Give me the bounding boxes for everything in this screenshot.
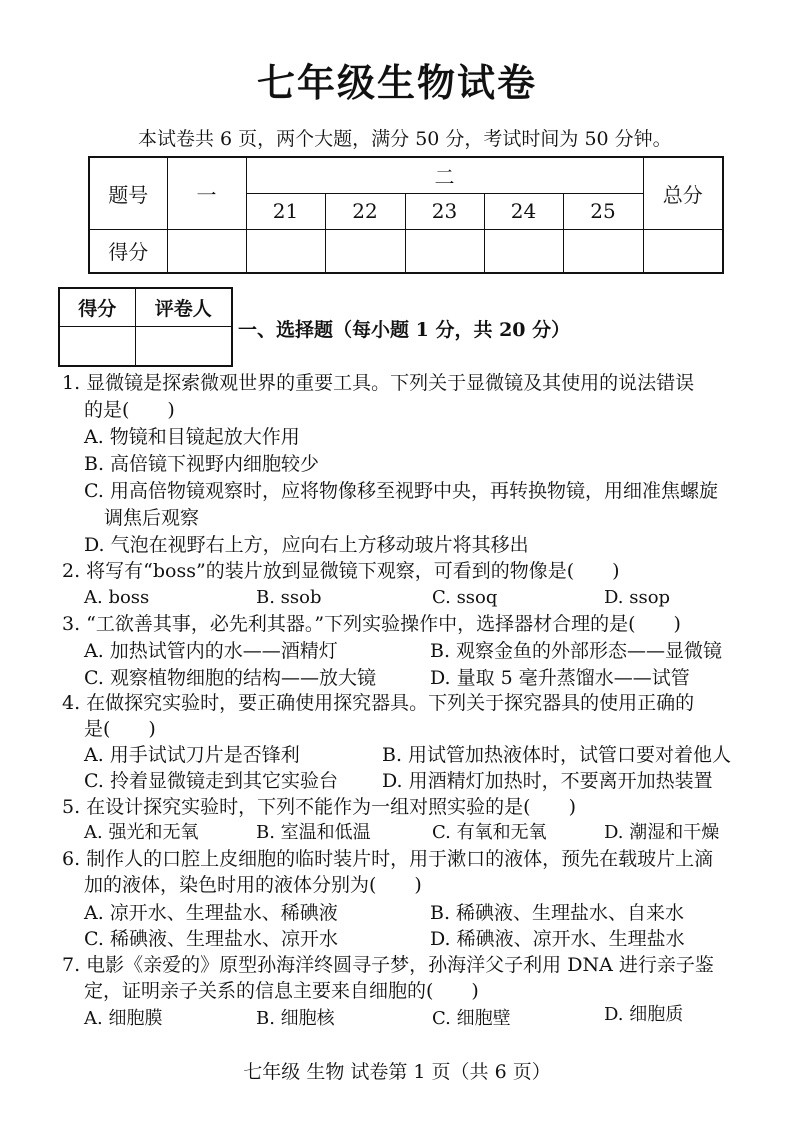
question-3-option-d: D. 量取 5 毫升蒸馏水——试管 [430,667,690,689]
score-table-section-one: 一 [167,157,246,229]
score-cell [643,229,723,273]
score-table-section-two: 二 [246,157,643,193]
score-cell [484,229,563,273]
question-7-option-b: B. 细胞核 [256,1008,335,1029]
question-5-option-b: B. 室温和低温 [256,822,371,843]
question-5-option-d: D. 潮湿和干燥 [604,822,720,843]
question-4-option-d: D. 用酒精灯加热时，不要离开加热装置 [382,770,713,792]
question-3-option-a: A. 加热试管内的水——酒精灯 [84,640,338,662]
question-1-option-b: B. 高倍镜下视野内细胞较少 [84,453,320,475]
question-7-option-c: C. 细胞壁 [432,1008,511,1029]
question-6-line-2: 加的液体，染色时用的液体分别为( ) [84,874,422,896]
question-2-line-1: 2. 将写有“boss”的装片放到显微镜下观察，可看到的物像是( ) [62,560,620,582]
score-cell [563,229,643,273]
question-7-line-2: 定，证明亲子关系的信息主要来自细胞的( ) [84,980,479,1002]
score-table-subq: 23 [405,193,484,229]
question-1-option-a: A. 物镜和目镜起放大作用 [84,426,300,448]
question-2-option-a: A. boss [84,587,150,608]
question-4-option-a: A. 用手试试刀片是否锋利 [84,744,300,766]
grader-name-label: 评卷人 [135,288,232,326]
page-footer: 七年级 生物 试卷第 1 页（共 6 页） [243,1061,551,1083]
score-table-total-label: 总分 [643,157,723,229]
question-2-option-c: C. ssoq [432,587,498,608]
question-7-line-1: 7. 电影《亲爱的》原型孙海洋终圆寻子梦，孙海洋父子利用 DNA 进行亲子鉴 [62,954,714,976]
question-1-option-d: D. 气泡在视野右上方，应向右上方移动玻片将其移出 [84,534,529,556]
question-2-option-d: D. ssop [604,587,671,608]
question-5-option-c: C. 有氧和无氧 [432,822,547,843]
section-title: 一、选择题（每小题 1 分，共 20 分） [238,319,571,341]
question-3-option-c: C. 观察植物细胞的结构——放大镜 [84,667,376,689]
question-3-line-1: 3. “工欲善其事，必先利其器。”下列实验操作中，选择器材合理的是( ) [62,613,681,635]
question-4-line-2: 是( ) [84,718,156,740]
question-4-line-1: 4. 在做探究实验时，要正确使用探究器具。下列关于探究器具的使用正确的 [62,692,695,714]
score-table-score-label: 得分 [89,229,167,273]
grader-box [58,287,233,367]
question-7-option-d: D. 细胞质 [604,1004,684,1025]
score-table-subq: 24 [484,193,563,229]
grader-score-label: 得分 [59,288,135,326]
question-4-option-c: C. 拎着显微镜走到其它实验台 [84,770,338,792]
question-5-line-1: 5. 在设计探究实验时，下列不能作为一组对照实验的是( ) [62,796,576,818]
question-7-option-a: A. 细胞膜 [84,1008,163,1029]
grader-score-cell [59,326,135,366]
score-cell [325,229,405,273]
question-5-option-a: A. 强光和无氧 [84,822,199,843]
score-table-question-label: 题号 [89,157,167,229]
question-1-line-1: 1. 显微镜是探索微观世界的重要工具。下列关于显微镜及其使用的说法错误 [62,372,695,394]
score-cell [246,229,325,273]
question-1-option-c-cont: 调焦后观察 [104,507,200,529]
question-2-option-b: B. ssob [256,587,322,608]
exam-intro: 本试卷共 6 页，两个大题，满分 50 分，考试时间为 50 分钟。 [138,128,672,150]
grader-name-cell [135,326,232,366]
question-6-option-a: A. 凉开水、生理盐水、稀碘液 [84,902,338,924]
question-6-option-b: B. 稀碘液、生理盐水、自来水 [430,902,685,924]
exam-title: 七年级生物试卷 [256,60,537,105]
question-1-line-2: 的是( ) [84,399,175,421]
score-table-subq: 25 [563,193,643,229]
question-6-option-d: D. 稀碘液、凉开水、生理盐水 [430,928,685,950]
score-cell [405,229,484,273]
question-6-option-c: C. 稀碘液、生理盐水、凉开水 [84,928,338,950]
question-4-option-b: B. 用试管加热液体时，试管口要对着他人 [382,744,732,766]
question-1-option-c: C. 用高倍物镜观察时，应将物像移至视野中央，再转换物镜，用细准焦螺旋 [84,480,718,502]
question-6-line-1: 6. 制作人的口腔上皮细胞的临时装片时，用于漱口的液体，预先在载玻片上滴 [62,848,714,870]
score-table-subq: 22 [325,193,405,229]
score-table-subq: 21 [246,193,325,229]
score-cell [167,229,246,273]
question-3-option-b: B. 观察金鱼的外部形态——显微镜 [430,640,723,662]
score-table [88,156,724,274]
